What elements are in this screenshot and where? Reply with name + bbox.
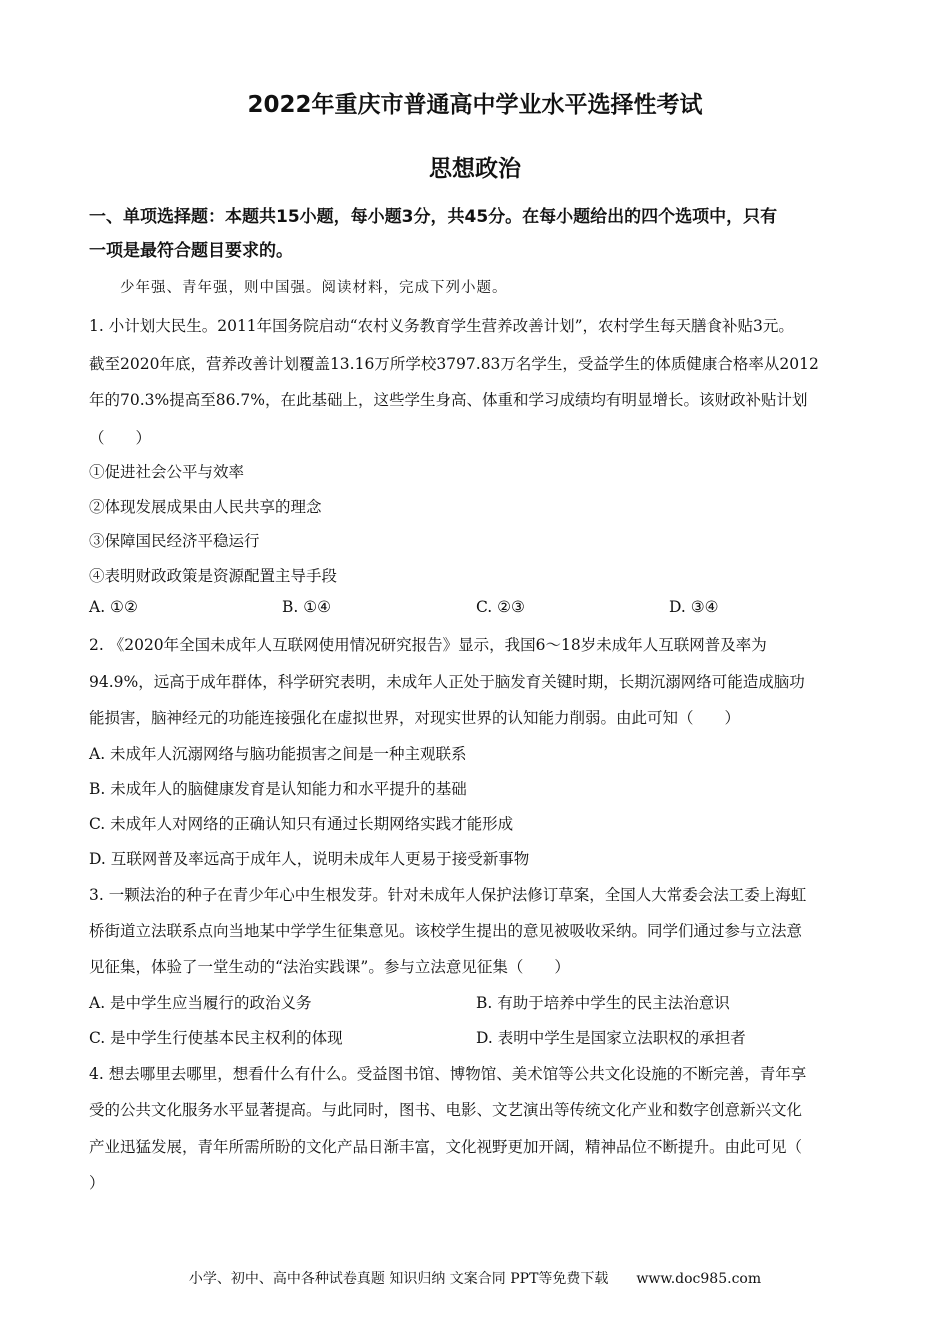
- q3-option-d: D. 表明中学生是国家立法职权的承担者: [476, 1029, 746, 1047]
- q3-stem-line: 桥街道立法联系点向当地某中学学生征集意见。该校学生提出的意见被吸收采纳。同学们通过参与立法意: [89, 922, 803, 940]
- q2-stem-line: 能损害，脑神经元的功能连接强化在虚拟世界，对现实世界的认知能力削弱。由此可知（ ）: [89, 709, 741, 727]
- reading-intro: 少年强、青年强，则中国强。阅读材料，完成下列小题。: [120, 280, 508, 296]
- footer-url: www.doc985.com: [636, 1271, 762, 1287]
- footer-text: 小学、初中、高中各种试卷真题 知识归纳 文案合同 PPT等免费下载: [188, 1271, 609, 1287]
- q2-option-d: D. 互联网普及率远高于成年人，说明未成年人更易于接受新事物: [89, 850, 530, 868]
- q4-stem-line: 4. 想去哪里去哪里，想看什么有什么。受益图书馆、博物馆、美术馆等公共文化设施的不断完善，青年享: [89, 1065, 807, 1083]
- q1-statement: ①促进社会公平与效率: [89, 463, 245, 481]
- q1-option-d: D. ③④: [669, 598, 719, 616]
- q3-option-c: C. 是中学生行使基本民主权利的体现: [89, 1029, 343, 1047]
- q1-stem-line: （ ）: [89, 429, 152, 447]
- q3-option-a: A. 是中学生应当履行的政治义务: [89, 994, 312, 1012]
- section-heading-line: 一、单项选择题：本题共15小题，每小题3分，共45分。在每小题给出的四个选项中，只有: [89, 207, 778, 227]
- q3-stem-line: 见征集，体验了一堂生动的“法治实践课”。参与立法意见征集（ ）: [89, 958, 570, 976]
- section-heading-line: 一项是最符合题目要求的。: [89, 241, 293, 261]
- q4-stem-line: 产业迅猛发展，青年所需所盼的文化产品日渐丰富，文化视野更加开阔，精神品位不断提升。由此可见（: [89, 1138, 803, 1156]
- q1-option-b: B. ①④: [282, 598, 332, 616]
- q3-option-b: B. 有助于培养中学生的民主法治意识: [476, 994, 730, 1012]
- q2-stem-line: 2. 《2020年全国未成年人互联网使用情况研究报告》显示，我国6～18岁未成年人互联网普及率为: [89, 636, 767, 654]
- q4-stem-line: ）: [89, 1174, 105, 1192]
- q2-option-c: C. 未成年人对网络的正确认知只有通过长期网络实践才能形成: [89, 815, 514, 833]
- subject-title: 思想政治: [429, 156, 521, 182]
- q3-stem-line: 3. 一颗法治的种子在青少年心中生根发芽。针对未成年人保护法修订草案，全国人大常委会法工委上海虹: [89, 886, 807, 904]
- q1-option-c: C. ②③: [476, 598, 525, 616]
- q1-stem-line: 截至2020年底，营养改善计划覆盖13.16万所学校3797.83万名学生，受益学生的体质健康合格率从2012: [89, 355, 819, 373]
- q4-stem-line: 受的公共文化服务水平显著提高。与此同时，图书、电影、文艺演出等传统文化产业和数字创意新兴文化: [89, 1101, 803, 1119]
- q2-option-a: A. 未成年人沉溺网络与脑功能损害之间是一种主观联系: [89, 745, 467, 763]
- page-footer: [0, 1268, 950, 1288]
- section-heading: [89, 200, 869, 268]
- q1-stem-line: 1. 小计划大民生。2011年国务院启动“农村义务教育学生营养改善计划”，农村学生每天膳食补贴3元。: [89, 317, 794, 335]
- q2-option-b: B. 未成年人的脑健康发育是认知能力和水平提升的基础: [89, 780, 467, 798]
- q1-statement: ③保障国民经济平稳运行: [89, 532, 260, 550]
- q1-statement: ②体现发展成果由人民共享的理念: [89, 498, 322, 516]
- exam-title: 2022年重庆市普通高中学业水平选择性考试: [247, 92, 703, 118]
- q1-stem-line: 年的70.3%提高至86.7%，在此基础上，这些学生身高、体重和学习成绩均有明显增长。该财政补贴计划: [89, 391, 808, 409]
- q1-option-a: A. ①②: [89, 598, 138, 616]
- q1-statement: ④表明财政政策是资源配置主导手段: [89, 567, 338, 585]
- q2-stem-line: 94.9%，远高于成年群体，科学研究表明，未成年人正处于脑发育关键时期，长期沉溺网络可能造成脑功: [89, 673, 805, 691]
